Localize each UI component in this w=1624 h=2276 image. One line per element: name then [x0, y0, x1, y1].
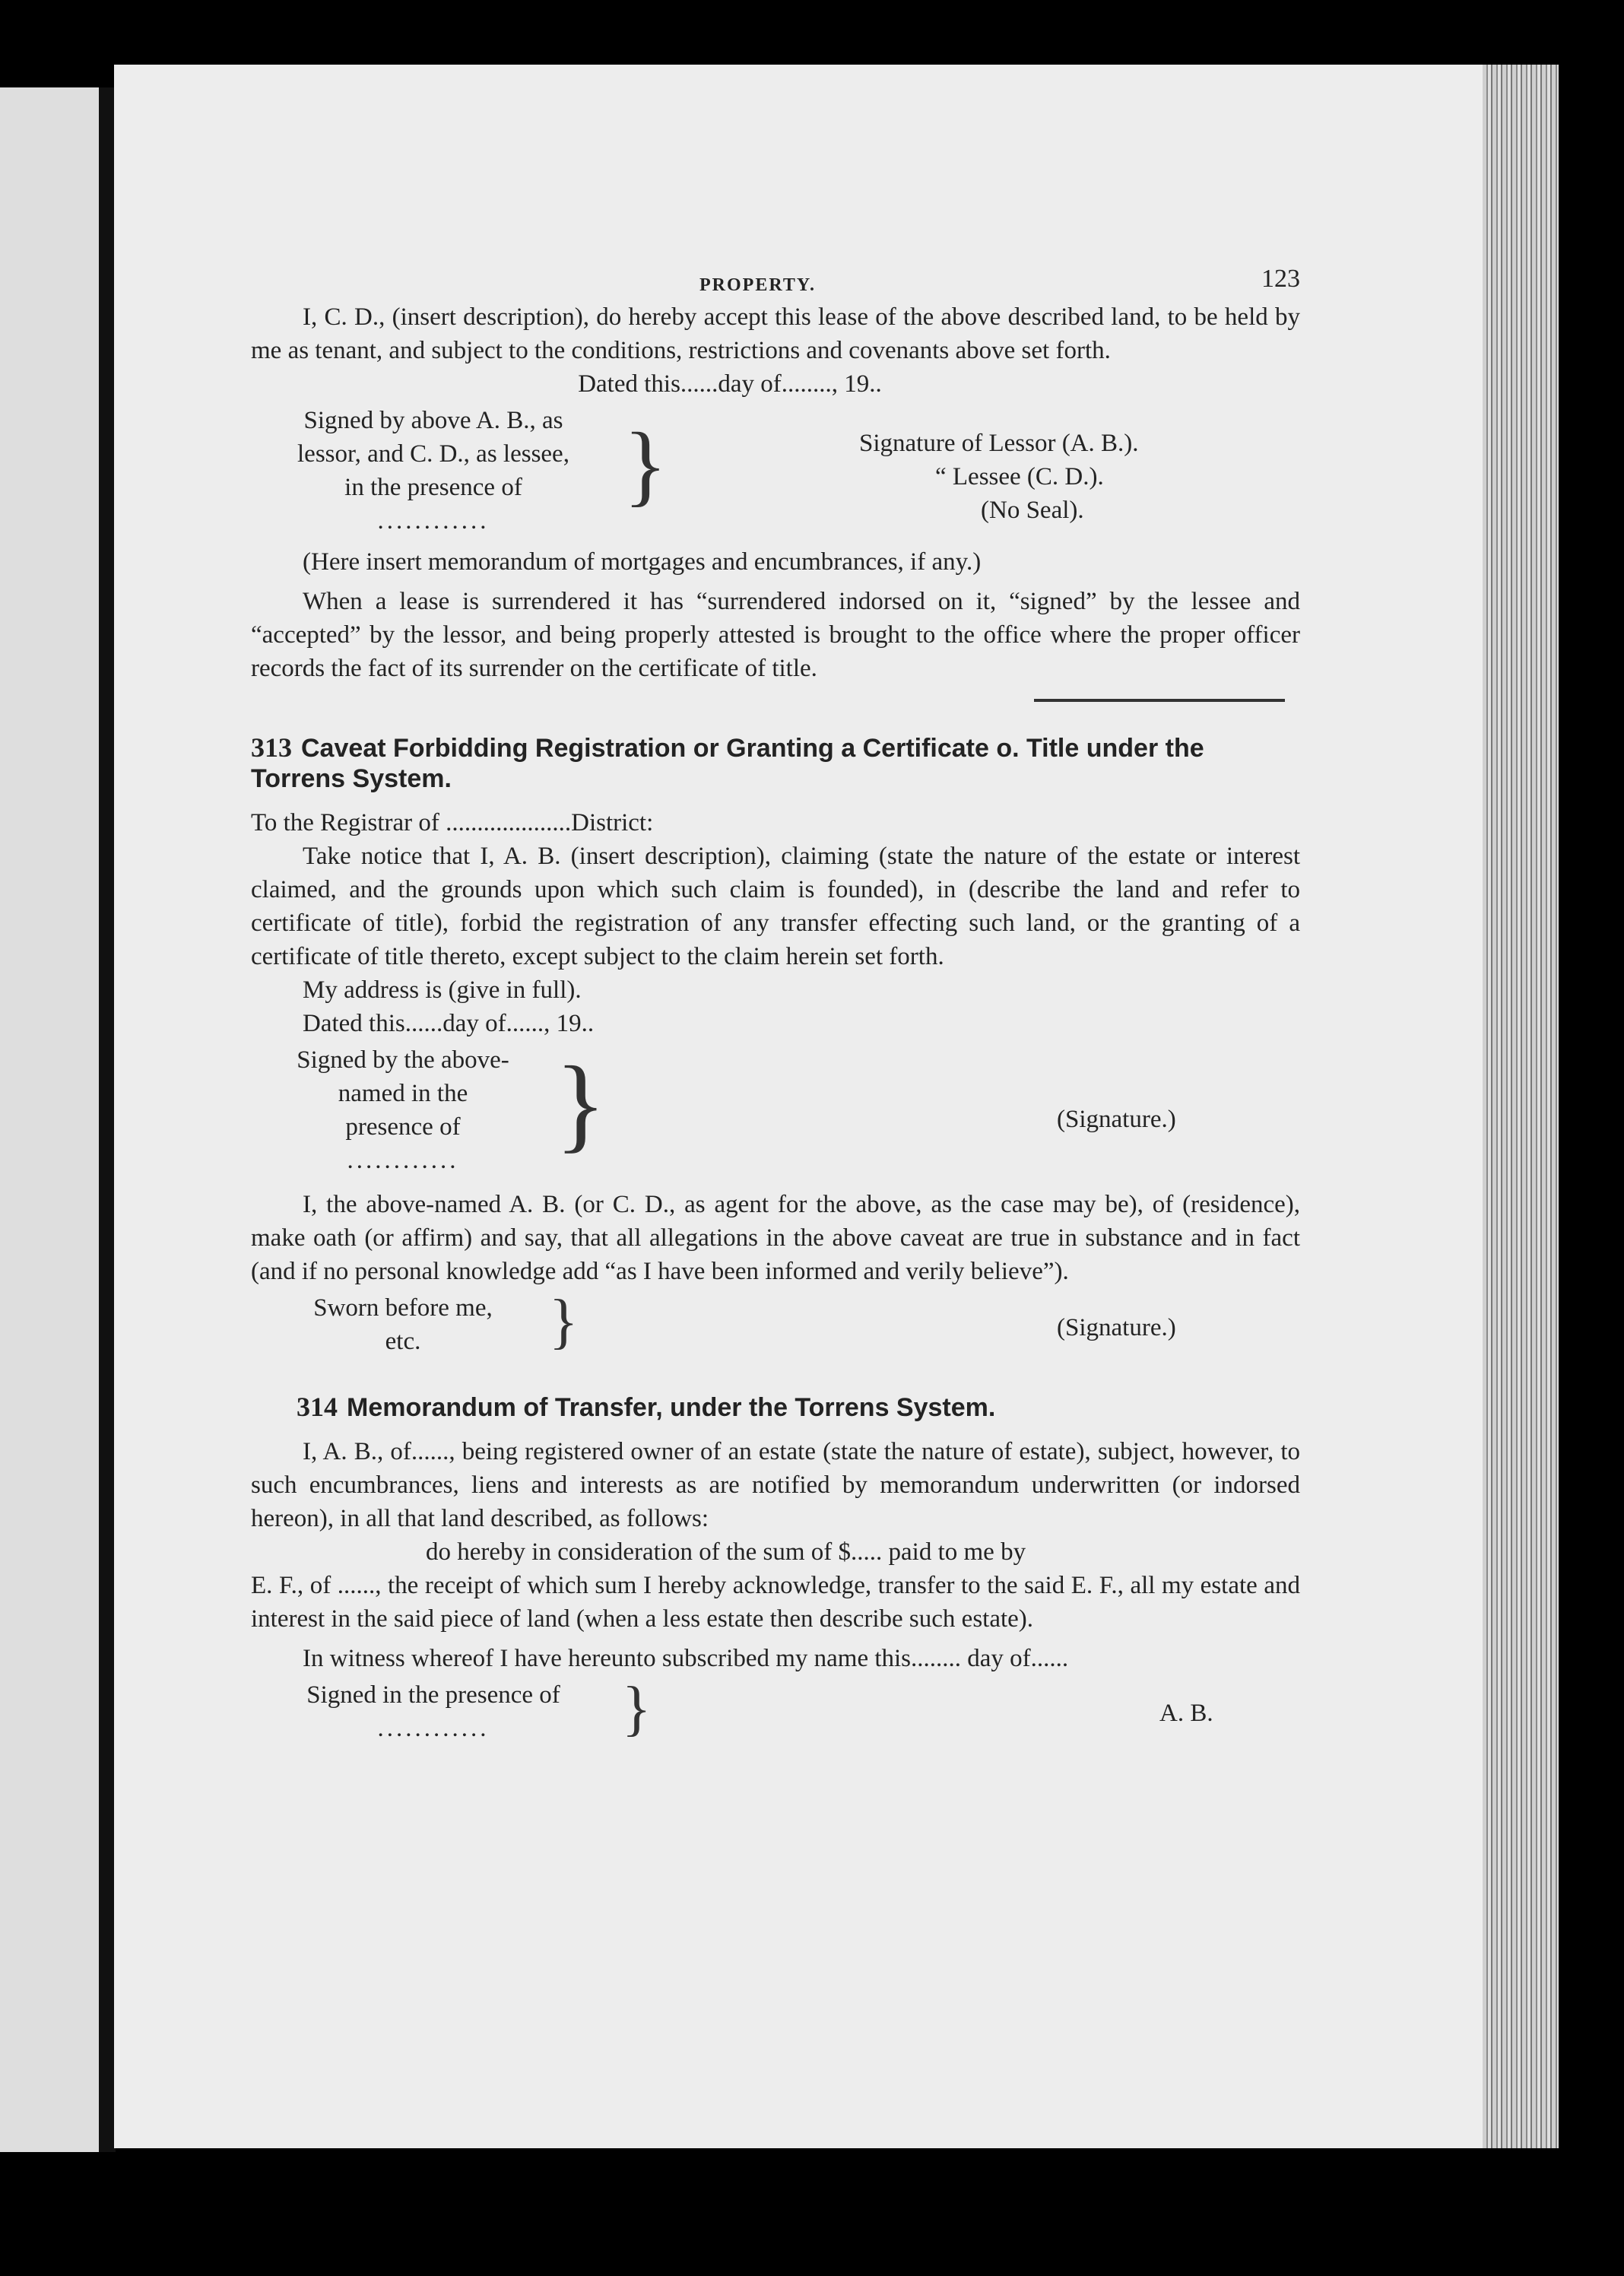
acceptance-signature-block — [251, 404, 1300, 538]
caveat-signature: (Signature.) — [1057, 1106, 1176, 1133]
transfer-signature-block — [251, 1675, 1300, 1748]
caveat-notice: Take notice that I, A. B. (insert description), claiming (state the nature of the estate or interest claimed, and the grounds upon which such claim is founded), in (describe the land and refer to certificate of title), forbid the registration of any transfer effecting such land, or the granting of a certificate of title thereto, except subject to the claim herein set forth. — [251, 843, 1300, 970]
acceptance-dated: Dated this......day of........, 19.. — [578, 370, 882, 398]
acceptance-paragraph: I, C. D., (insert description), do hereby accept this lease of the above described land, to be held by me as tenant, and subject to the conditions, restrictions and covenants above set forth. — [251, 303, 1300, 364]
brace-icon: } — [623, 414, 668, 515]
brace-icon: } — [549, 1288, 579, 1355]
section-313-title: Caveat Forbidding Registration or Granting a Certificate o. Title under the Torrens System. — [251, 734, 1204, 793]
brace-icon: } — [555, 1045, 607, 1163]
acceptance-signed-by: Signed by above A. B., as lessor, and C. D., as lessee, in the presence of ............ — [297, 407, 569, 535]
running-head-title: PROPERTY. — [699, 275, 816, 295]
transfer-consideration: do hereby in consideration of the sum of $..... paid to me by — [426, 1538, 1026, 1566]
memorandum-note: (Here insert memorandum of mortgages and encumbrances, if any.) — [303, 548, 982, 576]
registrar-line: To the Registrar of ....................District: — [251, 809, 654, 836]
sworn-signature: (Signature.) — [1057, 1314, 1176, 1341]
caveat-signed-by: Signed by the above- named in the presence of ............ — [297, 1046, 509, 1174]
section-313-heading — [251, 732, 1300, 794]
left-facing-page — [0, 87, 108, 2152]
section-313-number: 313 — [251, 732, 292, 763]
book-gutter — [99, 87, 116, 2152]
transfer-paragraph-1: I, A. B., of......, being registered owner of an estate (state the nature of estate), subject, however, to such encumbrances, liens and interests as are notified by memorandum underwritten (or indorsed hereon), in all that land described, as follows: — [251, 1438, 1300, 1532]
caveat-dated: Dated this......day of......, 19.. — [303, 1010, 595, 1037]
sworn-before: Sworn before me, etc. — [313, 1294, 493, 1355]
transfer-signed-in-presence: Signed in the presence of ............ — [306, 1681, 560, 1742]
running-head — [251, 262, 1300, 300]
sworn-block — [251, 1288, 1300, 1361]
caveat-address: My address is (give in full). — [303, 976, 582, 1004]
caveat-oath: I, the above-named A. B. (or C. D., as agent for the above, as the case may be), of (residence), make oath (or affirm) and say, that all allegations in the above caveat are true in substance and in fact (and if no personal knowledge add “as I have been informed and verily believe”). — [251, 1191, 1300, 1285]
page-content — [251, 262, 1300, 1756]
transfer-signature: A. B. — [1159, 1700, 1213, 1727]
section-rule — [1034, 699, 1285, 702]
page-number: 123 — [1261, 265, 1300, 293]
section-314-title: Memorandum of Transfer, under the Torrens System. — [347, 1393, 996, 1422]
transfer-paragraph-2: E. F., of ......, the receipt of which sum I hereby acknowledge, transfer to the said E. F., all my estate and interest in the said piece of land (when a less estate then describe such estate). — [251, 1572, 1300, 1633]
surrender-paragraph: When a lease is surrendered it has “surrendered indorsed on it, “signed” by the lessee and “accepted” by the lessor, and being properly attested is brought to the office where the proper officer records the fact of its surrender on the certificate of title. — [251, 588, 1300, 682]
section-314-heading — [251, 1392, 1300, 1423]
witness-paragraph: In witness whereof I have hereunto subscribed my name this........ day of...... — [303, 1645, 1069, 1672]
page-edges — [1483, 65, 1559, 2148]
section-314-number: 314 — [297, 1392, 338, 1422]
brace-icon: } — [622, 1675, 652, 1742]
caveat-signature-block — [251, 1043, 1300, 1180]
acceptance-signatures: Signature of Lessor (A. B.). “ Lessee (C. D.). (No Seal). — [859, 430, 1139, 524]
